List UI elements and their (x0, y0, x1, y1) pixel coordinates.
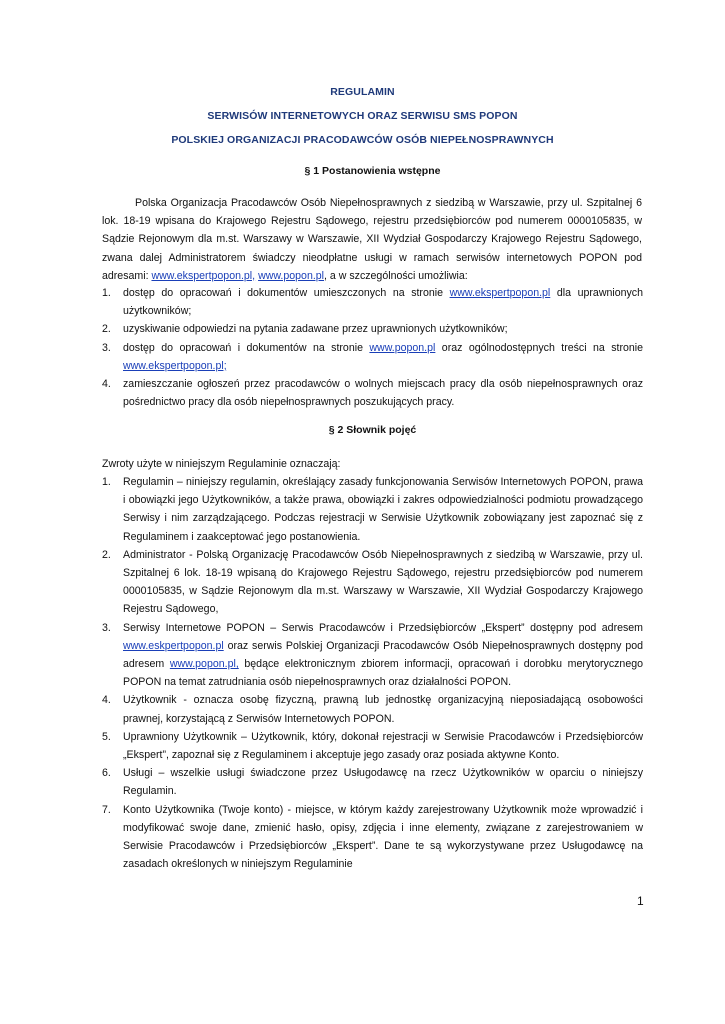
list-item (102, 691, 643, 727)
section-1-list (102, 284, 643, 411)
list-item (102, 728, 643, 764)
list-item-number: 2. (102, 548, 111, 561)
list-item (102, 375, 643, 411)
link-popon[interactable]: www.popon.pl (258, 269, 325, 282)
list-item-text: będące elektronicznym zbiorem informacji, opracowań i dorobku merytorycznego POPON na temat zatrudniania osób niepełnosprawnych oraz działalności POPON. (123, 658, 643, 689)
list-item-text: Uprawniony Użytkownik – Użytkownik, który, dokonał rejestracji w Serwisie Pracodawców i Przedsiębiorców „Ekspert”, zapoznał się z Regulaminem i akceptuje jego zasady oraz posiada aktywne Konto. (123, 730, 643, 762)
list-item-text: zamieszczanie ogłoszeń przez pracodawców o wolnych miejscach pracy dla osób niepełnosprawnych oraz pośrednictwo pracy dla osób niepełnosprawnych poszukujących pracy. (123, 378, 643, 409)
list-item-text: dostęp do opracowań i dokumentów na stronie (123, 341, 370, 354)
list-item (102, 320, 643, 338)
section-1-intro-tail: , a w szczególności umożliwia: (324, 269, 468, 282)
list-item (102, 619, 643, 692)
section-2-intro: Zwroty użyte w niniejszym Regulaminie oznaczają: (102, 458, 341, 470)
list-item-text: oraz serwis Polskiej Organizacji Pracodawców Osób Niepełnosprawnych dostępny pod adresem (123, 639, 643, 671)
document-subtitle-2: POLSKIEJ ORGANIZACJI PRACODAWCÓW OSÓB NIEPEŁNOSPRAWNYCH (171, 134, 554, 146)
list-item-text: Administrator - Polską Organizację Pracodawców Osób Niepełnosprawnych z siedzibą w Warszawie, przy ul. Szpitalnej 6 lok. 18-19 wpisaną do Krajowego Rejestru Sądowego, rejestru przedsiębiorców pod numerem 0000105835, w Sądzie Rejonowym dla m.st. Warszawy w Warszawie, XII Wydział Gospodarczy Krajowego Rejestru Sądowego, (123, 548, 643, 616)
list-item-text: oraz ogólnodostępnych treści na stronie (435, 341, 643, 354)
list-item (102, 801, 643, 874)
link-ekspertpopon[interactable]: www.ekspertpopon.pl; (123, 359, 227, 372)
list-item (102, 473, 643, 546)
list-item-number: 4. (102, 378, 111, 391)
list-item-number: 2. (102, 323, 111, 336)
list-item (102, 339, 643, 375)
list-item-number: 6. (102, 767, 111, 780)
link-popon[interactable]: www.popon.pl, (169, 658, 239, 671)
list-item-text: dla uprawnionych użytkowników; (123, 287, 643, 318)
list-item-text: Serwisy Internetowe POPON – Serwis Pracodawców i Przedsiębiorców „Ekspert” dostępny pod adresem (123, 621, 643, 634)
list-item (102, 284, 643, 320)
section-2-title: § 2 Słownik pojęć (328, 424, 417, 436)
list-item (102, 546, 643, 619)
list-item-number: 1. (102, 476, 111, 488)
list-item-number: 5. (102, 730, 111, 743)
page-number: 1 (637, 894, 644, 908)
list-item-text: uzyskiwanie odpowiedzi na pytania zadawane przez uprawnionych użytkowników; (123, 323, 508, 336)
document-subtitle-1: SERWISÓW INTERNETOWYCH ORAZ SERWISU SMS POPON (207, 110, 518, 122)
list-item-number: 7. (102, 803, 111, 816)
list-item-text: Użytkownik - oznacza osobę fizyczną, prawną lub jednostkę organizacyjną nieposiadającą osobowości prawnej, korzystającą z Serwisów Internetowych POPON. (123, 694, 643, 725)
link-ekspertpopon[interactable]: www.ekspertpopon.pl (449, 287, 551, 299)
list-item-number: 3. (102, 621, 111, 634)
list-item-text: dostęp do opracowań i dokumentów umieszczonych na stronie (123, 287, 450, 299)
section-1-title: § 1 Postanowienia wstępne (304, 165, 441, 177)
list-item-text: Regulamin – niniejszy regulamin, określający zasady funkcjonowania Serwisów Internetowych POPON, prawa i obowiązki jego Użytkowników, a także prawa, obowiązki i zakres odpowiedzialności podmiotu prowadzącego Serwisy i nim zarządzającego. Podczas rejestracji w Serwisie Użytkownik zobowiązany jest zapoznać się z Regulaminem i zaakceptować jego postanowienia. (123, 476, 643, 543)
document-title: REGULAMIN (330, 86, 395, 98)
list-item-text: Konto Użytkownika (Twoje konto) - miejsce, w którym każdy zarejestrowany Użytkownik może wprowadzić i modyfikować swoje dane, zmienić hasło, opisy, zdjęcia i inne elementy, związane z zarejestrowaniem w Serwisie Pracodawców i Przedsiębiorców „Ekspert”. Dane te są wykorzystywane przez Usługodawcę na zasadach określonych w niniejszym Regulaminie (123, 803, 643, 871)
list-item (102, 764, 643, 800)
list-item-text: Usługi – wszelkie usługi świadczone przez Usługodawcę na rzecz Użytkowników w oparciu o niniejszy Regulamin. (123, 767, 643, 798)
section-2-list (102, 473, 643, 873)
list-item-number: 4. (102, 694, 111, 707)
link-eskpertpopon[interactable]: www.eskpertpopon.pl (123, 639, 224, 652)
section-1-intro (102, 194, 642, 285)
section-1-intro-text: Polska Organizacja Pracodawców Osób Niepełnosprawnych z siedzibą w Warszawie, przy ul. Szpitalnej 6 lok. 18-19 wpisana do Krajowego Rejestru Sądowego, rejestru przedsiębiorców pod numerem 0000105835, w Sądzie Rejonowym dla m.st. Warszawy w Warszawie, XII Wydział Gospodarczy Krajowego Rejestru Sądowego, zwana dalej Administratorem świadczy nieodpłatne usługi w ramach serwisów internetowych POPON pod adresami: (102, 197, 642, 282)
link-ekspertpopon[interactable]: www.ekspertpopon.pl, (151, 269, 256, 282)
list-item-number: 1. (102, 287, 111, 299)
link-popon[interactable]: www.popon.pl (369, 341, 436, 354)
list-item-number: 3. (102, 341, 111, 354)
